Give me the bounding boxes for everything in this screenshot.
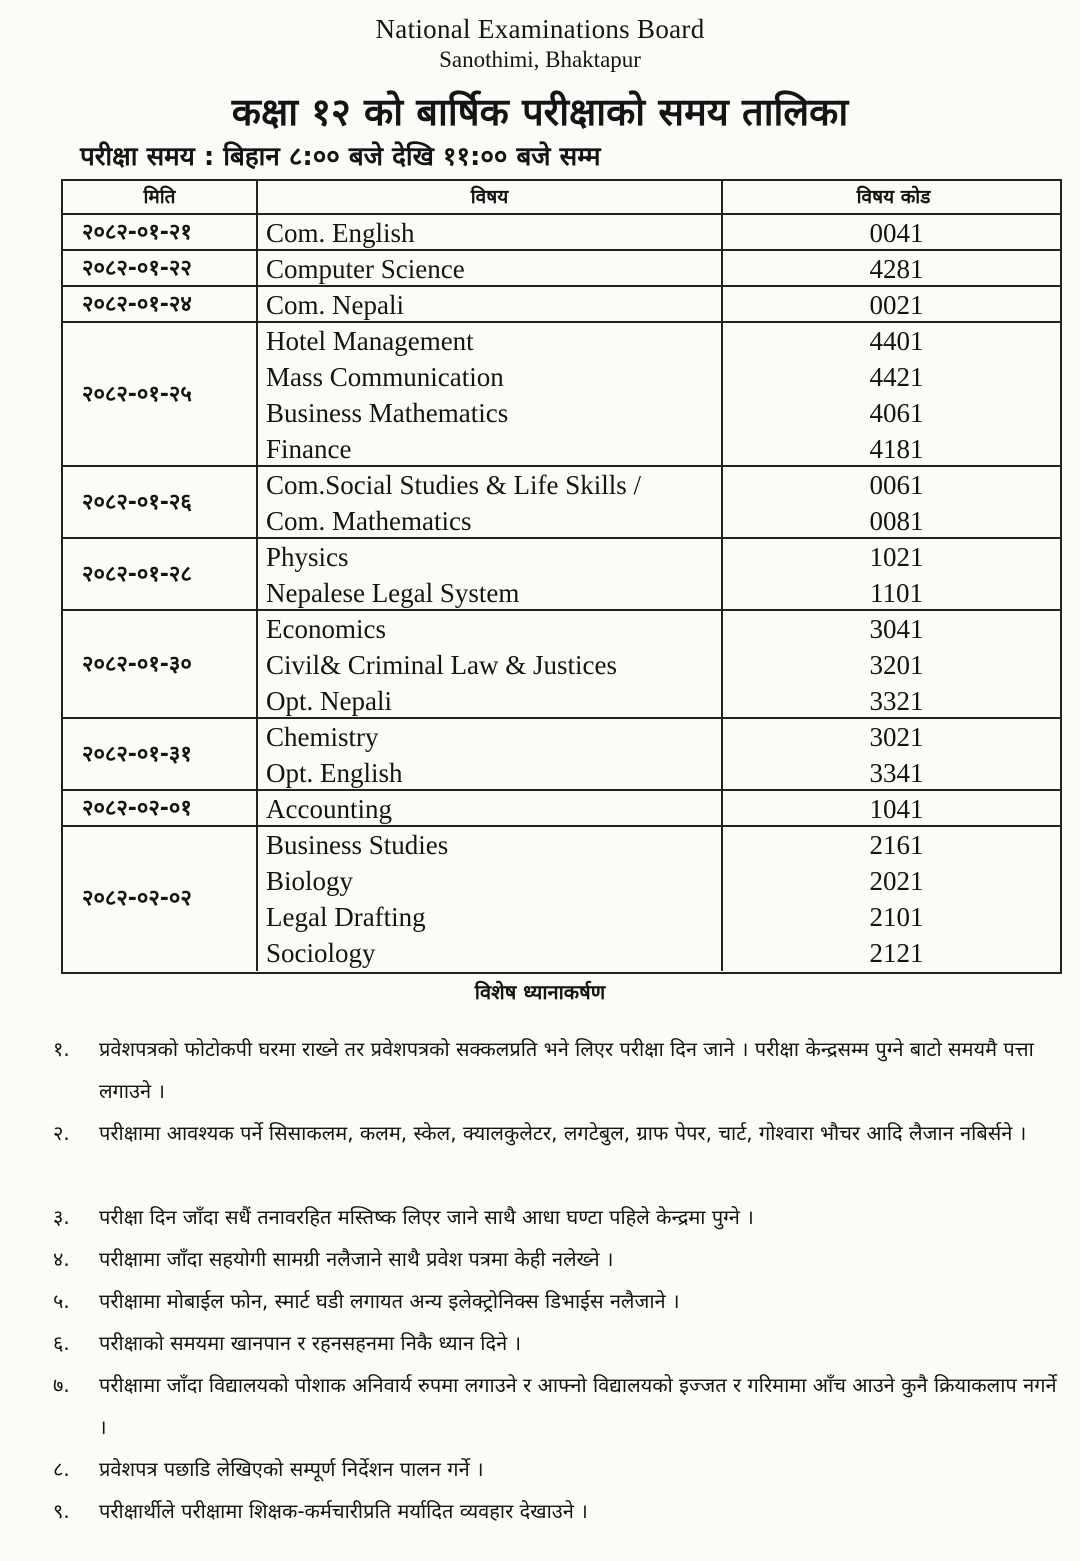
- subject-code: 1101: [870, 578, 923, 608]
- table-row: [63, 611, 1060, 719]
- list-item: [53, 1322, 1063, 1364]
- instruction-number: २.: [53, 1121, 70, 1145]
- subject-name: Mass Communication: [266, 362, 504, 392]
- list-item: [53, 1490, 1063, 1532]
- codes-cell: [723, 251, 1060, 287]
- subject-code: 0021: [869, 290, 924, 320]
- date-cell: २०८२-०१-२६: [63, 467, 258, 539]
- subjects-cell: [258, 215, 723, 251]
- list-item: [53, 1364, 1063, 1448]
- instruction-number: ४.: [53, 1247, 70, 1271]
- subject-code: 1041: [869, 794, 924, 824]
- list-item: [53, 1028, 1063, 1112]
- subject-name: Biology: [266, 866, 354, 896]
- subject-name: Com. Nepali: [266, 290, 404, 320]
- subject-code: 4421: [869, 362, 924, 392]
- table-row: [63, 251, 1060, 287]
- instruction-text: परीक्षामा जाँदा विद्यालयको पोशाक अनिवार्य रुपमा लगाउने र आफ्नो विद्यालयको इज्जत र गरिमामा आँच आउने कुनै क्रियाकलाप नगर्ने ।: [99, 1373, 1057, 1439]
- subject-name: Economics: [266, 614, 386, 644]
- instruction-number: ३.: [53, 1205, 70, 1229]
- subject-code: 3201: [869, 650, 924, 680]
- subject-code: 2161: [869, 830, 924, 860]
- subject-code: 0041: [869, 218, 924, 248]
- subjects-cell: [258, 611, 723, 719]
- subject-name: Nepalese Legal System: [266, 578, 520, 608]
- subject-name: Com. English: [266, 218, 415, 248]
- instruction-number: ७.: [53, 1373, 70, 1397]
- codes-cell: [723, 323, 1060, 467]
- date-cell: २०८२-०१-२५: [63, 323, 258, 467]
- organization-location: Sanothimi, Bhaktapur: [439, 47, 641, 72]
- date-column-header: मिति: [63, 181, 258, 213]
- instruction-number: ६.: [53, 1331, 70, 1355]
- subject-name: Business Studies: [266, 830, 449, 860]
- codes-cell: [723, 467, 1060, 539]
- subject-code: 4281: [869, 254, 924, 284]
- date-cell: २०८२-०१-२४: [63, 287, 258, 323]
- subject-name: Legal Drafting: [266, 902, 426, 932]
- table-row: [63, 539, 1060, 611]
- list-item: [53, 1448, 1063, 1490]
- instruction-number: ८.: [53, 1457, 70, 1481]
- table-header: [63, 181, 1060, 215]
- subject-code: 4181: [869, 434, 924, 464]
- subjects-cell: [258, 467, 723, 539]
- instruction-text: परीक्षामा मोबाईल फोन, स्मार्ट घडी लगायत अन्य इलेक्ट्रोनिक्स डिभाईस नलैजाने ।: [99, 1289, 680, 1313]
- subject-name: Civil& Criminal Law & Justices: [266, 650, 617, 680]
- subjects-cell: [258, 719, 723, 791]
- exam-time: परीक्षा समय : बिहान ८:०० बजे देखि ११:०० बजे सम्म: [80, 142, 601, 172]
- subject-name: Hotel Management: [266, 326, 474, 356]
- subject-name: Accounting: [266, 794, 392, 824]
- instruction-text: परीक्षा दिन जाँदा सधैं तनावरहित मस्तिष्क लिएर जाने साथै आधा घण्टा पहिले केन्द्रमा पुग्ने ।: [99, 1205, 754, 1229]
- instructions-list: [53, 1028, 1063, 1532]
- list-item: [53, 1112, 1063, 1196]
- subject-name: Com. Mathematics: [266, 506, 472, 536]
- subject-code: 4401: [869, 326, 924, 356]
- subject-name: Computer Science: [266, 254, 465, 284]
- codes-cell: [723, 539, 1060, 611]
- subject-name: Opt. Nepali: [266, 686, 392, 716]
- list-item: [53, 1280, 1063, 1322]
- subjects-cell: [258, 251, 723, 287]
- date-cell: २०८२-०१-२२: [63, 251, 258, 287]
- codes-cell: [723, 719, 1060, 791]
- instruction-text: प्रवेशपत्र पछाडि लेखिएको सम्पूर्ण निर्देशन पालन गर्ने ।: [99, 1457, 484, 1481]
- codes-cell: [723, 827, 1060, 971]
- date-cell: २०८२-०१-२८: [63, 539, 258, 611]
- codes-cell: [723, 287, 1060, 323]
- special-attention-heading: विशेष ध्यानाकर्षण: [474, 980, 606, 1004]
- subject-code: 3321: [869, 686, 924, 716]
- instruction-text: परीक्षामा आवश्यक पर्ने सिसाकलम, कलम, स्केल, क्यालकुलेटर, लगटेबुल, ग्राफ पेपर, चार्ट, गोश्वारा भौचर आदि लैजान नबिर्सने ।: [99, 1121, 1027, 1145]
- codes-cell: [723, 611, 1060, 719]
- table-row: [63, 791, 1060, 827]
- subject-code: 2021: [869, 866, 924, 896]
- subject-code-column-header: विषय कोड: [856, 186, 931, 208]
- subject-code: 2101: [869, 902, 924, 932]
- page-title: कक्षा १२ को बार्षिक परीक्षाको समय तालिका: [231, 90, 849, 134]
- table-row: [63, 827, 1060, 971]
- subjects-cell: [258, 323, 723, 467]
- table-row: [63, 719, 1060, 791]
- instruction-text: परीक्षाको समयमा खानपान र रहनसहनमा निकै ध्यान दिने ।: [99, 1331, 522, 1355]
- date-cell: २०८२-०१-२१: [63, 215, 258, 251]
- instruction-number: १.: [53, 1037, 70, 1061]
- subject-name: Physics: [266, 542, 349, 572]
- exam-schedule-table: [61, 179, 1062, 974]
- subject-code: 3041: [869, 614, 924, 644]
- instruction-text: परीक्षार्थीले परीक्षामा शिक्षक-कर्मचारीप्रति मर्यादित व्यवहार देखाउने ।: [99, 1499, 588, 1523]
- subject-code: 0081: [869, 506, 924, 536]
- subjects-cell: [258, 791, 723, 827]
- date-cell: २०८२-०१-३१: [63, 719, 258, 791]
- subject-name: Business Mathematics: [266, 398, 509, 428]
- table-row: [63, 215, 1060, 251]
- subject-code: 4061: [869, 398, 924, 428]
- subject-code: 0061: [869, 470, 924, 500]
- document-header: [0, 12, 1080, 74]
- subject-name: Opt. English: [266, 758, 403, 788]
- date-cell: २०८२-०१-३०: [63, 611, 258, 719]
- subject-name: Finance: [266, 434, 352, 464]
- date-cell: २०८२-०२-०१: [63, 791, 258, 827]
- codes-cell: [723, 791, 1060, 827]
- subjects-cell: [258, 827, 723, 971]
- date-cell: २०८२-०२-०२: [63, 827, 258, 971]
- table-row: [63, 467, 1060, 539]
- subjects-cell: [258, 287, 723, 323]
- subject-column-header: विषय: [258, 181, 723, 213]
- codes-cell: [723, 215, 1060, 251]
- list-item: [53, 1238, 1063, 1280]
- instruction-number: ९.: [53, 1499, 70, 1523]
- subject-name: Chemistry: [266, 722, 379, 752]
- list-item: [53, 1196, 1063, 1238]
- subjects-cell: [258, 539, 723, 611]
- table-row: [63, 323, 1060, 467]
- instruction-text: परीक्षामा जाँदा सहयोगी सामग्री नलैजाने साथै प्रवेश पत्रमा केही नलेख्ने ।: [99, 1247, 614, 1271]
- subject-code: 1021: [869, 542, 924, 572]
- organization-name: National Examinations Board: [375, 14, 705, 44]
- subject-code: 2121: [869, 938, 924, 968]
- subject-code: 3341: [869, 758, 924, 788]
- table-row: [63, 287, 1060, 323]
- subject-name: Sociology: [266, 938, 376, 968]
- instruction-text: प्रवेशपत्रको फोटोकपी घरमा राख्ने तर प्रवेशपत्रको सक्कलप्रति भने लिएर परीक्षा दिन जाने । परीक्षा केन्द्रसम्म पुग्ने बाटो समयमै पत्ता लगाउने ।: [99, 1037, 1034, 1103]
- subject-name: Com.Social Studies & Life Skills /: [266, 470, 642, 500]
- instruction-number: ५.: [53, 1289, 70, 1313]
- subject-code: 3021: [869, 722, 924, 752]
